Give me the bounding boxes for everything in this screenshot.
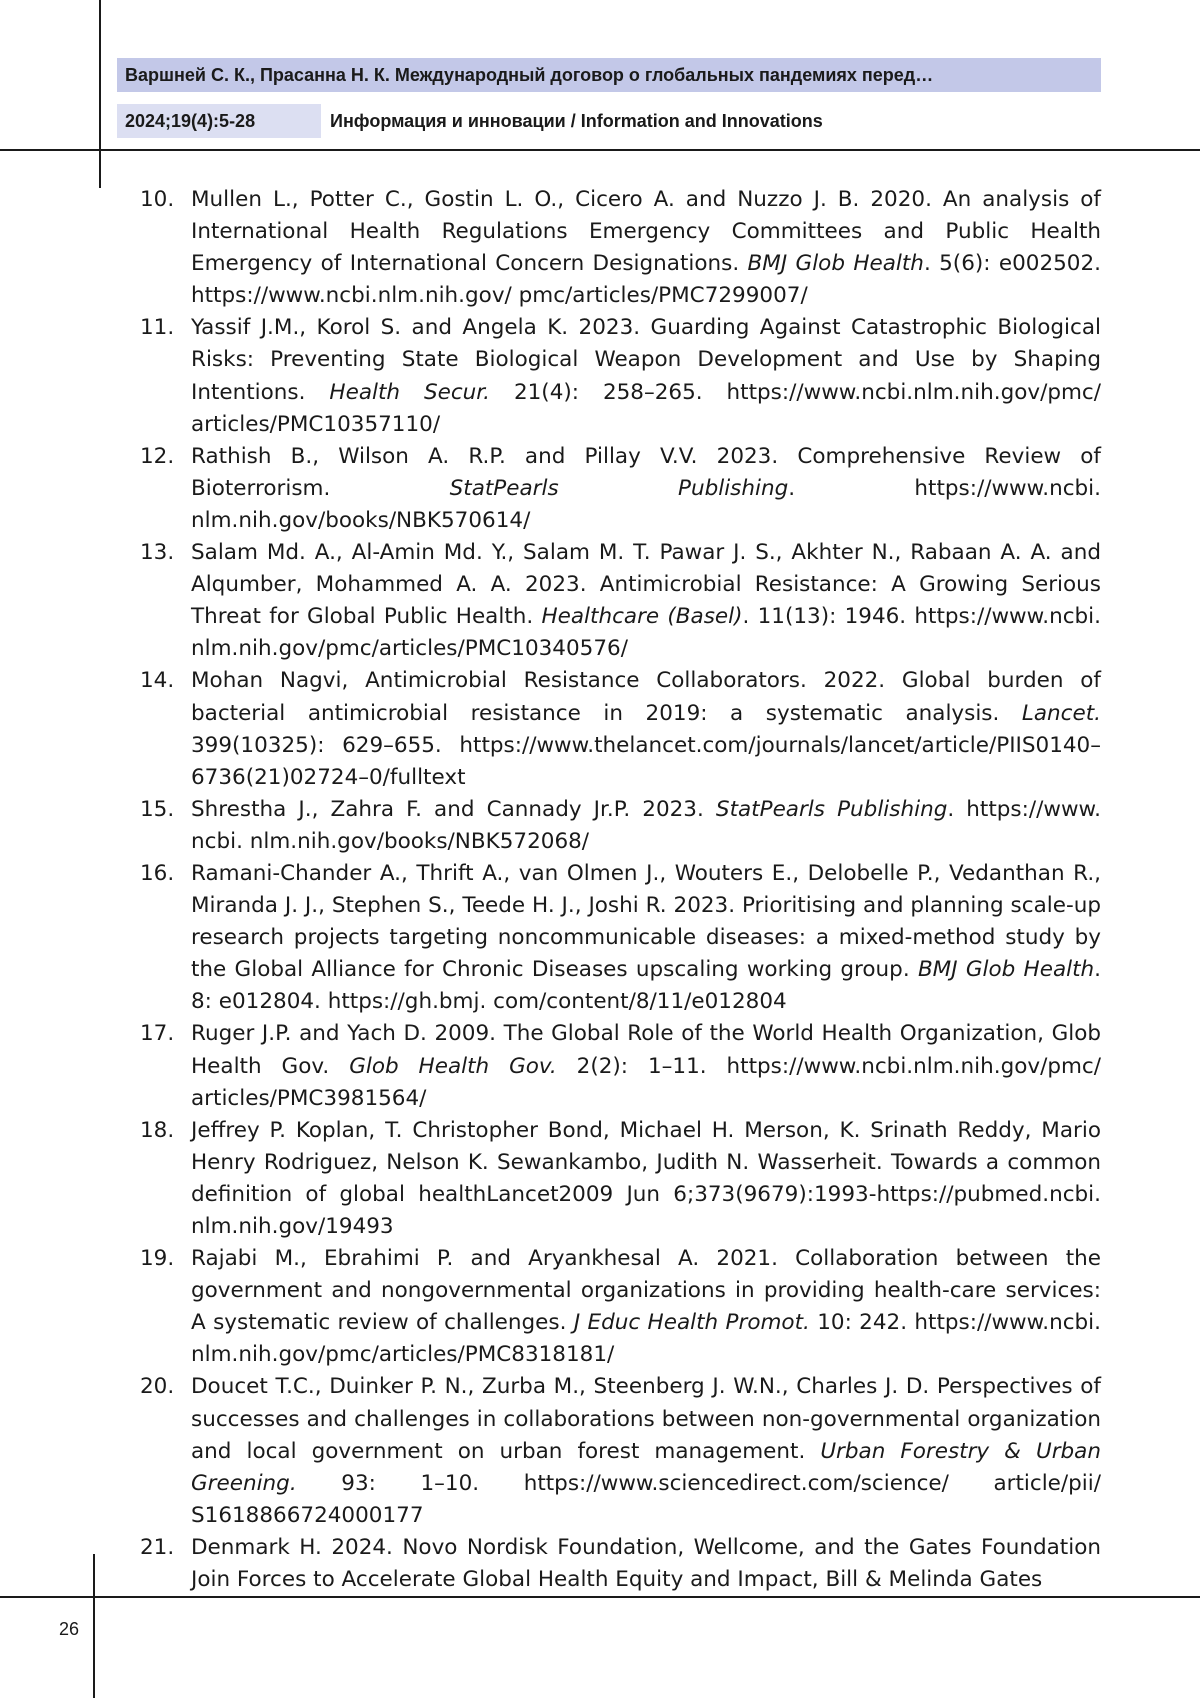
reference-journal: Health Secur.: [329, 379, 490, 405]
reference-journal: Lancet.: [1021, 700, 1101, 726]
reference-number: 15.: [140, 796, 175, 822]
reference-number: 18.: [140, 1117, 175, 1143]
reference-item: [140, 537, 1101, 665]
reference-journal: StatPearls Publishing: [715, 796, 948, 822]
reference-details: 10: 242. https://www.ncbi. nlm.nih.gov/pmc/articles/PMC8318181/: [191, 1310, 1101, 1368]
reference-details: . https://www. ncbi. nlm.nih.gov/books/NBK572068/: [191, 796, 1101, 854]
reference-item: [140, 1115, 1101, 1243]
reference-text: Mullen L., Potter C., Gostin L. O., Cicero A. and Nuzzo J. B. 2020. An analysis of International Health Regulations Emergency Committees and Public Health Emergency of International Concern Designations.: [191, 187, 1101, 277]
reference-details: . https://www.ncbi. nlm.nih.gov/books/NBK570614/: [191, 475, 1101, 533]
reference-journal: BMJ Glob Health: [747, 251, 924, 277]
reference-details: . 8: e012804. https://gh.bmj. com/content/8/11/e012804: [191, 957, 1101, 1015]
reference-item: [140, 441, 1101, 537]
reference-number: 13.: [140, 540, 175, 566]
reference-text: Doucet T.C., Duinker P. N., Zurba M., Steenberg J. W.N., Charles J. D. Perspectives of successes and challenges in collaborations between non-governmental organization and local government on urban forest management.: [191, 1374, 1101, 1464]
reference-text: Ramani-Chander A., Thrift A., van Olmen J., Wouters E., Delobelle P., Vedanthan R., Miranda J. J., Stephen S., Teede H. J., Joshi R. 2023. Prioritising and planning scale-up research projects targeting noncommunicable diseases: a mixed-method study by the Global Alliance for Chronic Diseases upscaling working group.: [191, 860, 1101, 983]
footer-left-vertical-rule: [93, 1554, 95, 1698]
header-bottom-rule: [0, 149, 1200, 151]
reference-number: 19.: [140, 1246, 175, 1272]
reference-number: 14.: [140, 668, 175, 694]
reference-details: 93: 1–10. https://www.sciencedirect.com/science/ article/pii/ S1618866724000177: [191, 1470, 1101, 1528]
reference-number: 17.: [140, 1021, 175, 1047]
reference-details: 2(2): 1–11. https://www.ncbi.nlm.nih.gov/pmc/ articles/PMC3981564/: [191, 1053, 1101, 1111]
reference-item: [140, 1371, 1101, 1531]
reference-number: 20.: [140, 1374, 175, 1400]
running-title: Варшней С. К., Прасанна Н. К. Международный договор о глобальных пандемиях перед…: [117, 58, 1101, 92]
reference-item: [140, 1018, 1101, 1114]
reference-details: 21(4): 258–265. https://www.ncbi.nlm.nih.gov/pmc/ articles/PMC10357110/: [191, 379, 1101, 437]
reference-list: [140, 184, 1101, 1596]
reference-number: 11.: [140, 315, 175, 341]
reference-text: Jeffrey P. Koplan, T. Christopher Bond, Michael H. Merson, K. Srinath Reddy, Mario Henry Rodriguez, Nelson K. Sewankambo, Judith N. Wasserheit. Towards a common definition of global healthLancet2009 Jun 6;373(9679):1993-https://pubmed.ncbi. nlm.nih.gov/19493: [191, 1117, 1101, 1239]
reference-journal: Healthcare (Basel): [541, 604, 743, 630]
reference-text: Denmark H. 2024. Novo Nordisk Foundation, Wellcome, and the Gates Foundation Join Forces to Accelerate Global Health Equity and Impact, Bill & Melinda Gates: [191, 1534, 1101, 1593]
reference-number: 12.: [140, 443, 175, 469]
reference-text: Shrestha J., Zahra F. and Cannady Jr.P. 2023.: [191, 796, 716, 822]
reference-number: 21.: [140, 1534, 175, 1560]
reference-journal: BMJ Glob Health: [917, 957, 1095, 983]
issue-citation: 2024;19(4):5-28: [117, 104, 321, 138]
reference-journal: J Educ Health Promot.: [573, 1310, 810, 1336]
journal-section: Информация и инновации / Information and Innovations: [330, 111, 823, 131]
reference-number: 16.: [140, 860, 175, 886]
reference-details: . 5(6): e002502. https://www.ncbi.nlm.nih.gov/ pmc/articles/PMC7299007/: [191, 251, 1101, 309]
reference-text: Mohan Nagvi, Antimicrobial Resistance Collaborators. 2022. Global burden of bacterial antimicrobial resistance in 2019: a systematic analysis.: [191, 668, 1101, 726]
reference-item: [140, 312, 1101, 440]
top-left-vertical-rule: [99, 0, 101, 188]
reference-text: Yassif J.M., Korol S. and Angela K. 2023. Guarding Against Catastrophic Biological Risks: Preventing State Biological Weapon Development and Use by Shaping Intentions.: [191, 315, 1101, 405]
reference-journal: StatPearls Publishing: [449, 475, 789, 501]
reference-item: [140, 184, 1101, 312]
reference-text: Rajabi M., Ebrahimi P. and Aryankhesal A. 2021. Collaboration between the government and nongovernmental organizations in providing health-care services: A systematic review of challenges.: [191, 1246, 1101, 1336]
reference-details: . 11(13): 1946. https://www.ncbi. nlm.nih.gov/pmc/articles/PMC10340576/: [191, 604, 1101, 662]
reference-details: 399(10325): 629–655. https://www.thelancet.com/journals/lancet/article/PIIS0140–6736(21)02724–0/fulltext: [191, 732, 1101, 790]
reference-text: Salam Md. A., Al-Amin Md. Y., Salam M. T. Pawar J. S., Akhter N., Rabaan A. A. and Alqumber, Mohammed A. A. 2023. Antimicrobial Resistance: A Growing Serious Threat for Global Public Health.: [191, 540, 1101, 630]
reference-journal: Glob Health Gov.: [349, 1053, 557, 1079]
page-number: 26: [59, 1619, 80, 1639]
reference-item: [140, 1243, 1101, 1371]
reference-item: [140, 665, 1101, 793]
footer-top-rule: [0, 1596, 1200, 1598]
reference-item: [140, 1532, 1101, 1596]
reference-item: [140, 858, 1101, 1018]
reference-item: [140, 794, 1101, 858]
reference-number: 10.: [140, 187, 175, 212]
reference-journal: Urban Forestry & Urban Greening.: [191, 1438, 1101, 1496]
reference-text: Ruger J.P. and Yach D. 2009. The Global Role of the World Health Organization, Glob Health Gov.: [191, 1021, 1101, 1079]
reference-text: Rathish B., Wilson A. R.P. and Pillay V.V. 2023. Comprehensive Review of Bioterrorism.: [191, 443, 1101, 501]
